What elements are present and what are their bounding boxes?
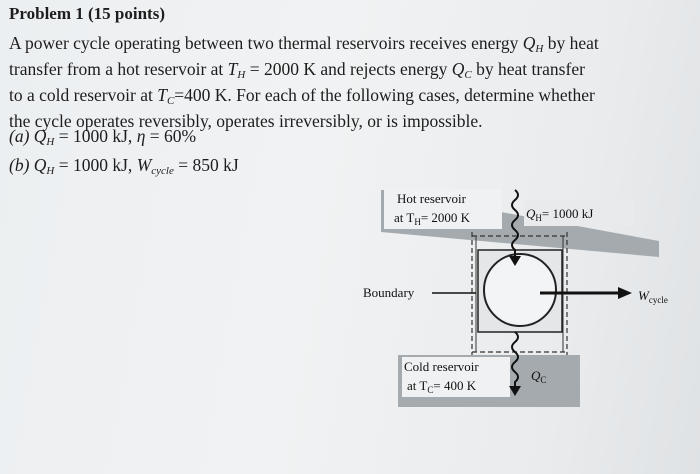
qh-symbol: $Q_H$ bbox=[33, 155, 55, 177]
case-a-label: (a) bbox=[9, 126, 30, 146]
qh-label: $Q_H= 1000$ kJ bbox=[526, 206, 594, 223]
statement-text: to a cold reservoir at bbox=[9, 85, 153, 105]
th-symbol: $T_H$ bbox=[227, 59, 246, 81]
hot-reservoir-label: Hot reservoir bbox=[397, 191, 466, 206]
statement-text: . For each of the following cases, determine whether bbox=[227, 85, 595, 105]
tc-value: =400 K bbox=[174, 85, 228, 105]
statement-text: and rejects energy bbox=[320, 59, 448, 79]
wcycle-arrowhead bbox=[618, 287, 632, 299]
statement-text: by heat bbox=[547, 33, 599, 53]
case-b-w: = 850 kJ bbox=[178, 155, 239, 175]
case-a-eta: = 60% bbox=[149, 126, 197, 146]
problem-title: Problem 1 (15 points) bbox=[9, 4, 165, 23]
case-a-qh: = 1000 kJ, bbox=[58, 126, 133, 146]
eta-symbol: η bbox=[136, 126, 146, 146]
statement-text: transfer from a hot reservoir at bbox=[9, 59, 224, 79]
case-b-label: (b) bbox=[9, 155, 30, 175]
th-value: = 2000 K bbox=[249, 59, 316, 79]
tc-symbol: $T_C$ bbox=[157, 85, 175, 107]
statement-text: the cycle operates reversibly, operates irreversibly, or is impossible. bbox=[9, 111, 483, 131]
hot-reservoir-temp: at $T_H= 2000$ K bbox=[394, 210, 471, 227]
case-b-qh: = 1000 kJ, bbox=[58, 155, 133, 175]
wcycle-symbol: $W_{cycle}$ bbox=[136, 155, 174, 177]
statement-text: by heat transfer bbox=[476, 59, 585, 79]
qc-symbol: $Q_C$ bbox=[451, 59, 472, 81]
cycle-circle bbox=[484, 254, 556, 326]
cold-reservoir-temp: at $T_C= 400$ K bbox=[407, 378, 477, 395]
wcycle-label: $W_{cycle}$ bbox=[638, 288, 668, 305]
qh-symbol: $Q_H$ bbox=[33, 126, 55, 148]
qc-label: $Q_C$ bbox=[531, 368, 547, 385]
boundary-label: Boundary bbox=[363, 285, 415, 300]
qh-symbol: $Q_H$ bbox=[522, 33, 544, 55]
statement-text: A power cycle operating between two thermal reservoirs receives energy bbox=[9, 33, 519, 53]
cold-reservoir-label: Cold reservoir bbox=[404, 359, 479, 374]
